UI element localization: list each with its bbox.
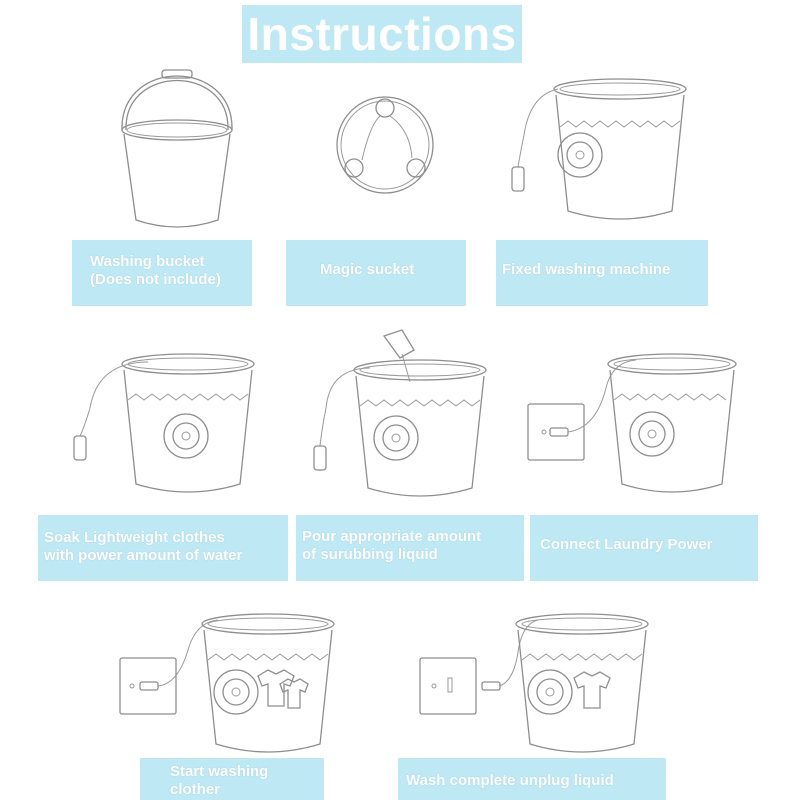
title-banner [242,5,522,63]
caption-pour-liquid [296,515,524,581]
page-title: Instructions [247,8,517,60]
caption-line: Magic sucket [320,261,415,278]
bucket-machine-illustration [500,75,700,235]
soak-illustration [68,348,268,508]
wash-complete-illustration [418,600,658,760]
caption-soak-clothes [38,515,288,581]
caption-line: Connect Laundry Power [540,536,713,553]
bucket-illustration [112,68,242,236]
caption-line: Fixed washing machine [502,261,671,278]
caption-wash-complete [398,758,666,800]
caption-line: Washing bucket [90,253,205,270]
start-washing-illustration [118,600,358,760]
connect-power-illustration [526,348,746,508]
caption-line: with power amount of water [44,547,243,564]
caption-fixed-washing-machine [496,240,708,306]
caption-line: Pour appropriate amount [302,528,482,545]
caption-line: of surubbing liquid [302,546,438,563]
caption-line: clother [170,781,221,798]
caption-magic-sucket [286,240,466,306]
caption-line: Start washing [170,763,269,780]
suction-disc-illustration [330,90,440,200]
caption-start-washing [140,758,324,800]
caption-line: (Does not include) [90,271,221,288]
caption-connect-power [530,515,758,581]
caption-line: Wash complete unplug liquid [406,772,614,789]
caption-line: Soak Lightweight clothes [44,529,225,546]
pour-illustration [310,328,510,508]
caption-washing-bucket [72,240,252,306]
